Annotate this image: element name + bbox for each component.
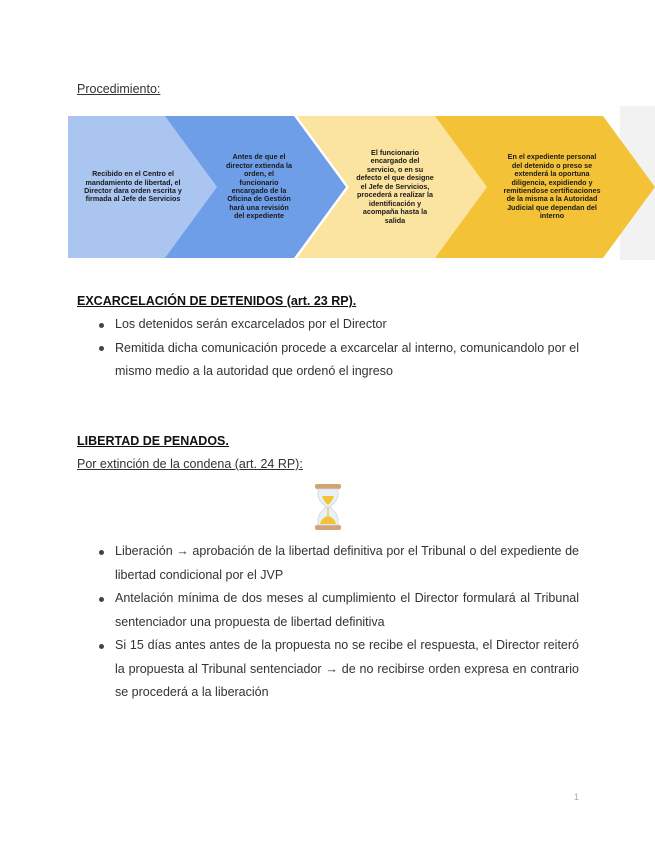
excarcelacion-title: EXCARCELACIÓN DE DETENIDOS (art. 23 RP).	[77, 294, 357, 308]
list-item	[77, 313, 579, 337]
list-item-text: Remitida dicha comunicación procede a excarcelar al interno, comunicandolo por el mismo medio a la autoridad que ordenó el ingreso	[115, 340, 579, 378]
page-number: 1	[574, 792, 580, 802]
bullet-icon	[99, 597, 104, 602]
excarcelacion-list	[77, 313, 579, 384]
procedure-flow-diagram	[68, 116, 655, 259]
libertad-subtitle: Por extinción de la condena (art. 24 RP):	[77, 457, 303, 471]
flow-step-3-text: El funcionario encargado del servicio, o en su defecto el que designe el Jefe de Servicios, procederá a realizar la identificación y acompaña hasta la salida	[356, 147, 434, 225]
libertad-title: LIBERTAD DE PENADOS.	[77, 434, 229, 448]
list-item-text: Si 15 días antes antes de la propuesta no se recibe el respuesta, el Director reiteró la propuesta al Tribunal sentenciador → de no recibirse orden expresa en contrario se procederá a la liberación	[115, 638, 579, 699]
bullet-icon	[99, 323, 104, 328]
flow-step-4-text: En el expediente personal del detenido o preso se extenderá la oportuna diligencia, expidiendo y remitiendose certificaciones de la misma a la Autoridad Judicial que dependan del interno	[503, 152, 601, 221]
bullet-icon	[99, 346, 104, 351]
procedure-title: Procedimiento:	[77, 82, 161, 96]
flow-step-2-text: Antes de que el director extienda la orden, el funcionario encargado de la Oficina de Gestión hará una revisión del expediente	[226, 152, 292, 221]
list-item-text: Antelación mínima de dos meses al cumplimiento el Director formulará al Tribunal sentenciador una propuesta de libertad definitiva	[115, 591, 579, 629]
list-item	[77, 634, 579, 705]
list-item	[77, 587, 579, 634]
bullet-icon	[99, 550, 104, 555]
libertad-list	[77, 540, 579, 705]
list-item	[77, 540, 579, 587]
bullet-icon	[99, 644, 104, 649]
flow-step-1-text: Recibido en el Centro el mandamiento de libertad, el Director dara orden escrita y firmada al Jefe de Servicios	[84, 169, 182, 204]
hourglass-icon	[313, 484, 343, 530]
list-item-text: Los detenidos serán excarcelados por el Director	[115, 317, 387, 331]
list-item-text: Liberación → aprobación de la libertad definitiva por el Tribunal o del expediente de libertad condicional por el JVP	[115, 544, 579, 582]
list-item	[77, 337, 579, 384]
